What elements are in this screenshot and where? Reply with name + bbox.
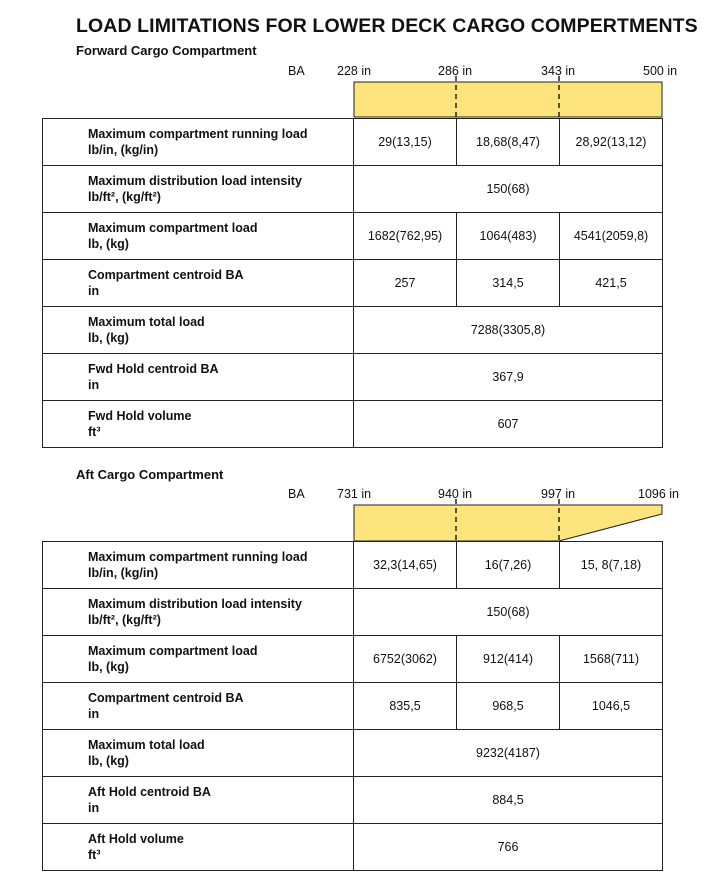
aft-station-4: 1096 in [638,487,680,501]
page-title: LOAD LIMITATIONS FOR LOWER DECK CARGO COMPERTMENTS [76,15,698,37]
value-cell: 1682(762,95) [354,213,457,260]
table-row [43,307,663,354]
table-row [43,401,663,448]
value-cell: 150(68) [354,166,663,213]
row-label: Aft Hold volume ft³ [43,824,354,871]
value-cell: 4541(2059,8) [560,213,663,260]
table-row [43,260,663,307]
aft-section-title: Aft Cargo Compartment [76,467,224,482]
forward-ba-label: BA [288,64,305,78]
forward-station-2: 286 in [438,64,473,78]
table-row [43,636,663,683]
row-label: Compartment centroid BA in [43,260,354,307]
value-cell: 7288(3305,8) [354,307,663,354]
aft-load-table [42,541,663,871]
row-label: Maximum compartment running load lb/in, (kg/in) [43,119,354,166]
value-cell: 766 [354,824,663,871]
table-row [43,166,663,213]
value-cell: 15, 8(7,18) [560,542,663,589]
value-cell: 6752(3062) [354,636,457,683]
table-row [43,542,663,589]
aft-hold-diagram [0,499,721,542]
forward-station-4: 500 in [643,64,678,78]
aft-station-1: 731 in [337,487,372,501]
row-label: Fwd Hold centroid BA in [43,354,354,401]
value-cell: 314,5 [457,260,560,307]
value-cell: 28,92(13,12) [560,119,663,166]
value-cell: 835,5 [354,683,457,730]
aft-station-2: 940 in [438,487,473,501]
row-label: Maximum total load lb, (kg) [43,307,354,354]
value-cell: 1046,5 [560,683,663,730]
table-row [43,730,663,777]
row-label: Maximum compartment load lb, (kg) [43,636,354,683]
forward-station-3: 343 in [541,64,576,78]
forward-section-title: Forward Cargo Compartment [76,43,257,58]
value-cell: 18,68(8,47) [457,119,560,166]
aft-hold-shape [354,505,662,541]
table-row [43,824,663,871]
row-label: Maximum compartment load lb, (kg) [43,213,354,260]
aft-station-3: 997 in [541,487,576,501]
aft-ba-label: BA [288,487,305,501]
value-cell: 421,5 [560,260,663,307]
value-cell: 607 [354,401,663,448]
forward-station-1: 228 in [337,64,372,78]
forward-hold-diagram [0,76,721,118]
row-label: Maximum distribution load intensity lb/ft², (kg/ft²) [43,166,354,213]
table-row [43,354,663,401]
forward-hold-shape [354,82,662,117]
row-label: Fwd Hold volume ft³ [43,401,354,448]
value-cell: 29(13,15) [354,119,457,166]
row-label: Maximum distribution load intensity lb/ft², (kg/ft²) [43,589,354,636]
forward-load-table [42,118,663,448]
row-label: Maximum compartment running load lb/in, (kg/in) [43,542,354,589]
table-row [43,589,663,636]
value-cell: 32,3(14,65) [354,542,457,589]
value-cell: 9232(4187) [354,730,663,777]
value-cell: 884,5 [354,777,663,824]
row-label: Maximum total load lb, (kg) [43,730,354,777]
value-cell: 367,9 [354,354,663,401]
value-cell: 150(68) [354,589,663,636]
table-row [43,213,663,260]
table-row [43,683,663,730]
row-label: Compartment centroid BA in [43,683,354,730]
value-cell: 968,5 [457,683,560,730]
value-cell: 1568(711) [560,636,663,683]
value-cell: 16(7,26) [457,542,560,589]
row-label: Aft Hold centroid BA in [43,777,354,824]
value-cell: 257 [354,260,457,307]
table-row [43,119,663,166]
value-cell: 1064(483) [457,213,560,260]
value-cell: 912(414) [457,636,560,683]
table-row [43,777,663,824]
